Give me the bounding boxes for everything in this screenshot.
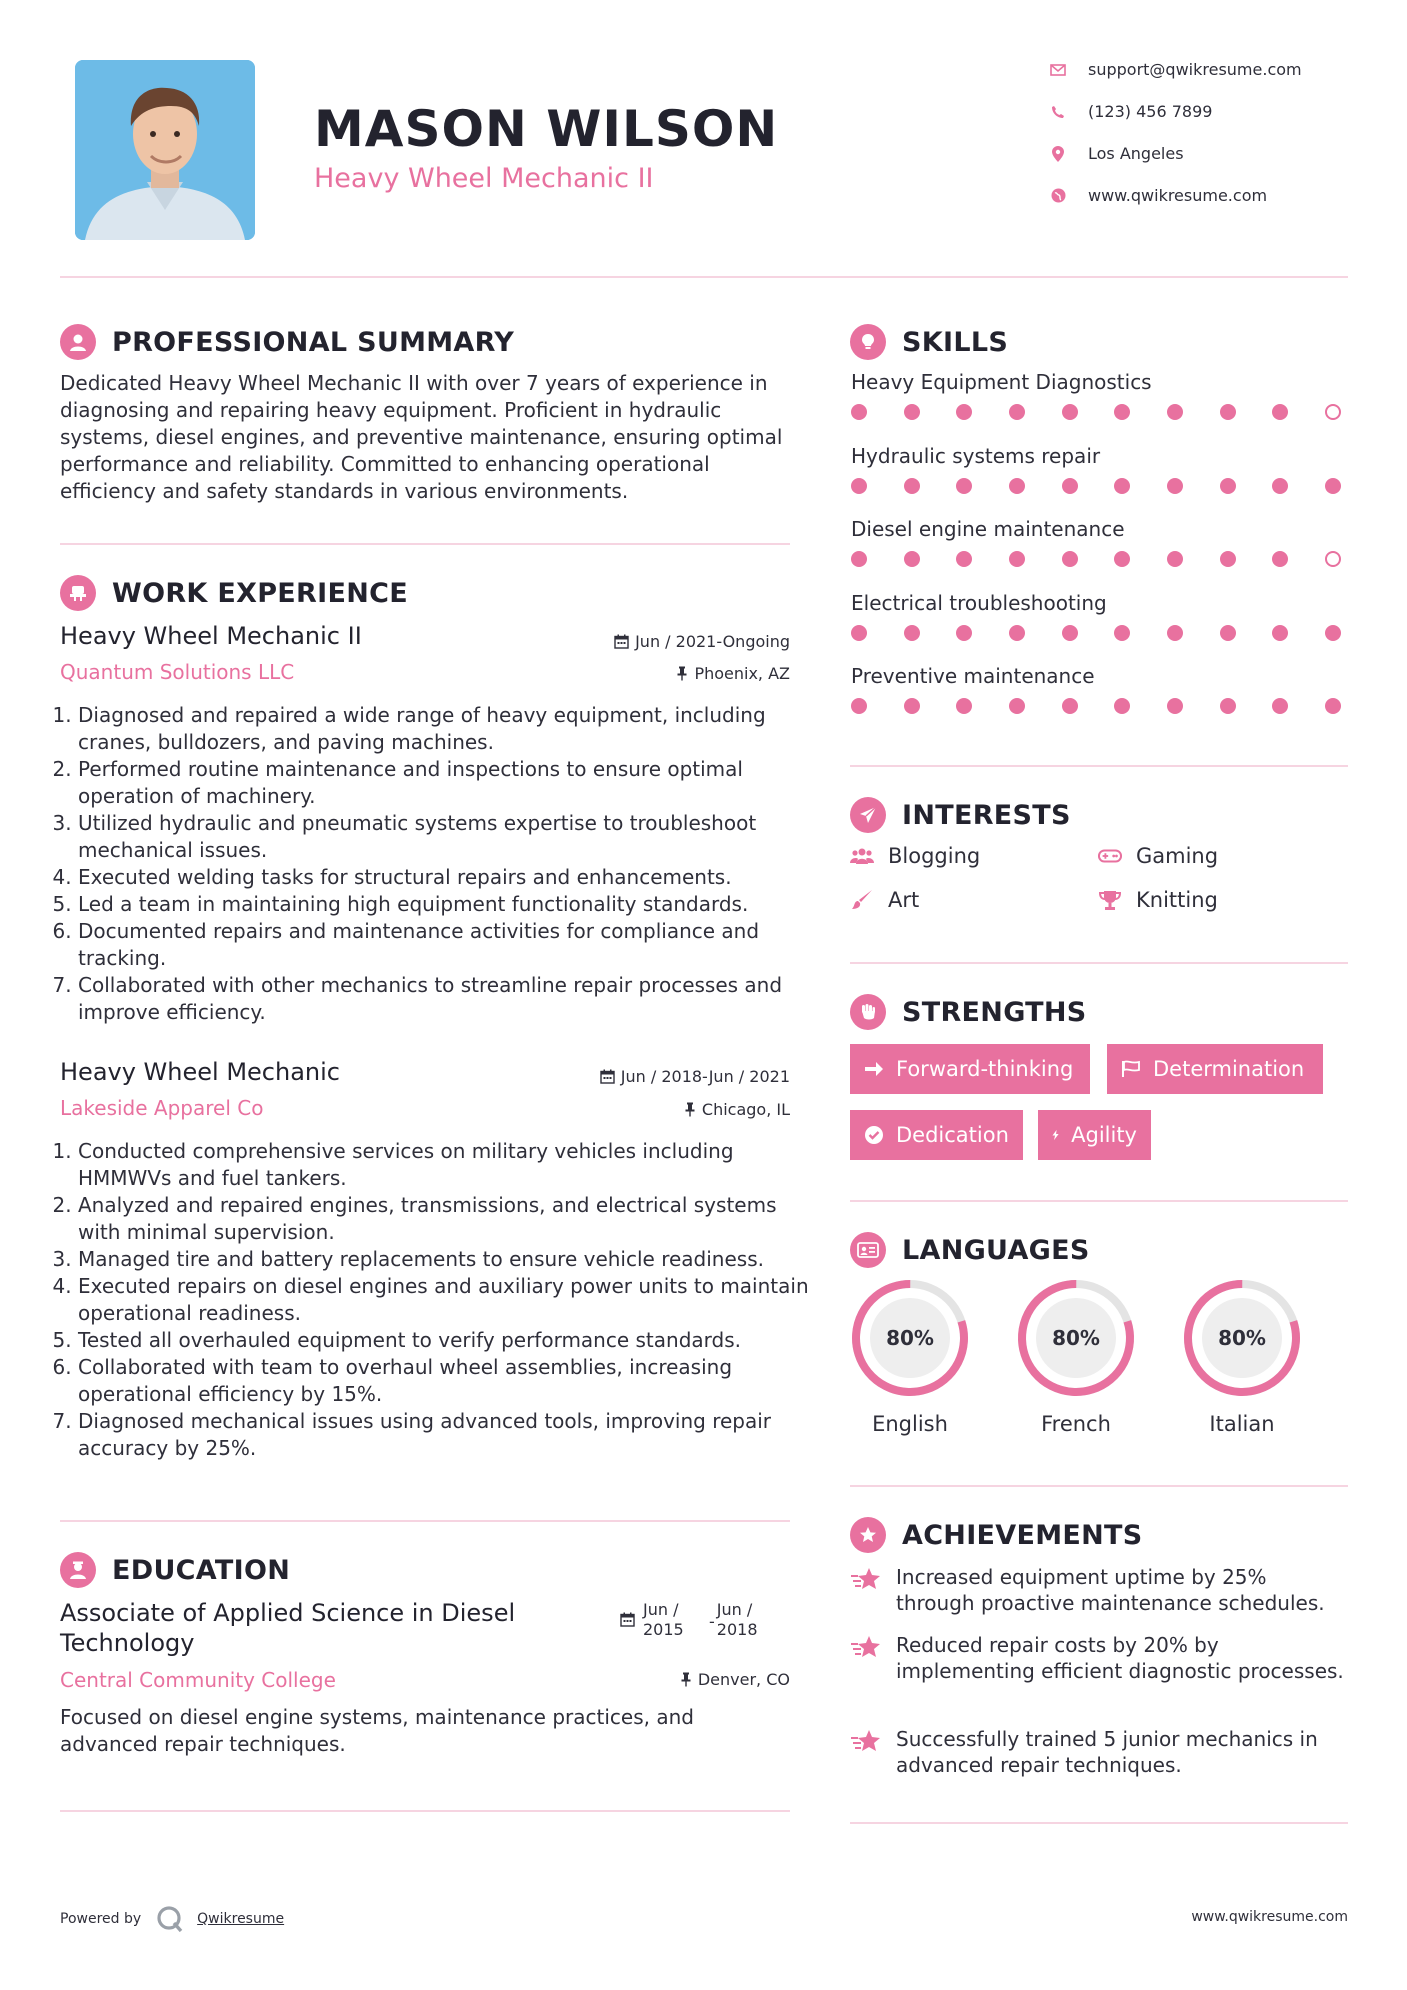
star-badge-icon [850, 1517, 886, 1553]
interest-label: Blogging [888, 844, 981, 868]
star-icon [850, 1632, 882, 1684]
education-heading [60, 1552, 290, 1588]
skill-dot-filled [1009, 698, 1025, 714]
skill-dot-filled [956, 478, 972, 494]
language-name: Italian [1209, 1412, 1275, 1436]
language-ring [850, 1278, 970, 1398]
skill-dot-filled [851, 551, 867, 567]
skill-dot-filled [1062, 478, 1078, 494]
skill-dot-filled [1272, 698, 1288, 714]
powered-by-text: Powered by [60, 1911, 142, 1927]
skill-row [851, 517, 1351, 591]
achievements-heading [850, 1517, 1143, 1553]
education-end-date: Jun / 2018 [716, 1600, 758, 1639]
skill-name: Preventive maintenance [851, 664, 1095, 688]
list-item: 4. Executed welding tasks for structural repairs and enhancements. [78, 864, 813, 891]
summary-title: PROFESSIONAL SUMMARY [112, 326, 515, 358]
skill-level-dots [851, 478, 1341, 494]
strength-label: Agility [1071, 1123, 1137, 1147]
skill-dot-filled [904, 404, 920, 420]
location-text: Los Angeles [1088, 144, 1184, 163]
skill-dot-filled [1220, 625, 1236, 641]
briefcase-icon [60, 575, 96, 611]
strength-badge [850, 1044, 1090, 1094]
education-school: Central Community College [60, 1668, 336, 1692]
list-item: 4. Executed repairs on diesel engines and auxiliary power units to maintain operational readiness. [78, 1273, 813, 1327]
calendar-icon [600, 1069, 615, 1084]
interest-label: Knitting [1136, 888, 1218, 912]
list-item: 1. Conducted comprehensive services on military vehicles including HMMWVs and fuel tankers. [78, 1138, 813, 1192]
education-start-date: Jun / 2015 [643, 1600, 684, 1639]
interests-title: INTERESTS [902, 799, 1071, 831]
education-date [620, 1600, 769, 1640]
graduate-icon [60, 1552, 96, 1588]
skill-row [851, 664, 1351, 738]
interest-item [850, 844, 980, 868]
achievement-text: Successfully trained 5 junior mechanics in advanced repair techniques. [896, 1727, 1318, 1777]
skill-dot-filled [1062, 698, 1078, 714]
skill-dot-filled [1167, 698, 1183, 714]
education-date-separator: - [709, 1612, 715, 1631]
skill-dot-filled [904, 698, 920, 714]
strength-label: Dedication [896, 1123, 1009, 1147]
list-item: 3. Utilized hydraulic and pneumatic systems expertise to troubleshoot mechanical issues. [78, 810, 813, 864]
skill-level-dots [851, 551, 1341, 567]
skill-dot-filled [1114, 625, 1130, 641]
skill-dot-filled [1009, 551, 1025, 567]
interest-item [850, 888, 919, 912]
education-divider [60, 1810, 790, 1812]
interest-label: Art [888, 888, 920, 912]
interests-divider [850, 962, 1348, 964]
job-title: Heavy Wheel Mechanic II [60, 622, 362, 650]
job-location-text: Chicago, IL [701, 1100, 790, 1119]
job-company: Lakeside Apparel Co [60, 1096, 264, 1120]
interest-item [1098, 844, 1218, 868]
skill-dot-empty [1325, 404, 1341, 420]
flag-icon [1121, 1060, 1141, 1078]
strength-badge [1038, 1110, 1151, 1160]
check-circle-icon [864, 1125, 884, 1145]
skill-dot-filled [1272, 404, 1288, 420]
language-ring [1016, 1278, 1136, 1398]
language-name: English [872, 1412, 948, 1436]
skill-dot-filled [851, 625, 867, 641]
language-percent: 80% [1218, 1326, 1266, 1350]
avatar [75, 60, 255, 240]
lightbulb-icon [850, 324, 886, 360]
skill-row [851, 370, 1351, 444]
achievement-text: Reduced repair costs by 20% by implementing efficient diagnostic processes. [896, 1633, 1344, 1683]
list-item: 6. Collaborated with team to overhaul wheel assemblies, increasing operational efficiency by 15%. [78, 1354, 813, 1408]
list-item: 2. Performed routine maintenance and inspections to ensure optimal operation of machinery. [78, 756, 813, 810]
list-item: 1. Diagnosed and repaired a wide range of heavy equipment, including cranes, bulldozers, and paving machines. [78, 702, 813, 756]
phone-icon [1050, 104, 1066, 120]
language-item [996, 1278, 1156, 1436]
job-company: Quantum Solutions LLC [60, 660, 295, 684]
achievement-item [850, 1726, 1350, 1778]
skill-dot-filled [851, 698, 867, 714]
star-icon [850, 1564, 882, 1616]
skills-heading [850, 324, 1008, 360]
job-location [684, 1100, 790, 1119]
footer-branding [60, 1904, 284, 1934]
strengths-divider [850, 1200, 1348, 1202]
calendar-icon [620, 1612, 635, 1627]
job-duties-list [60, 702, 813, 1026]
education-title: EDUCATION [112, 1554, 291, 1586]
achievement-text: Increased equipment uptime by 25% through proactive maintenance schedules. [896, 1565, 1325, 1615]
achievements-title: ACHIEVEMENTS [902, 1519, 1143, 1551]
summary-text: Dedicated Heavy Wheel Mechanic II with over 7 years of experience in diagnosing and repairing heavy equipment. Proficient in hydraulic systems, diesel engines, and preventive maintenance, ensuring optimal performance and reliability. Committed to enhancing operational efficiency and safety standards in various environments. [60, 371, 783, 503]
skill-level-dots [851, 625, 1341, 641]
skill-dot-filled [1272, 625, 1288, 641]
qwikresume-logo-icon [155, 1904, 185, 1934]
profile-photo [75, 60, 255, 240]
skill-dot-filled [1325, 625, 1341, 641]
job-duties-list [60, 1138, 813, 1462]
skill-dot-filled [1220, 404, 1236, 420]
skill-dot-filled [956, 625, 972, 641]
job-location [676, 664, 790, 683]
interest-label: Gaming [1136, 844, 1219, 868]
list-item: 3. Managed tire and battery replacements to ensure vehicle readiness. [78, 1246, 813, 1273]
skill-dot-filled [904, 551, 920, 567]
pushpin-icon [680, 1672, 692, 1687]
achievements-divider [850, 1822, 1348, 1824]
skill-dot-filled [1325, 478, 1341, 494]
brand-link[interactable]: Qwikresume [197, 1911, 285, 1927]
skill-dot-filled [1062, 551, 1078, 567]
summary-heading [60, 324, 514, 360]
language-percent: 80% [886, 1326, 934, 1350]
list-item: 7. Diagnosed mechanical issues using advanced tools, improving repair accuracy by 25%. [78, 1408, 813, 1462]
website-text: www.qwikresume.com [1088, 186, 1268, 205]
skill-name: Hydraulic systems repair [851, 443, 1101, 468]
skill-dot-filled [1220, 478, 1236, 494]
interest-item [1098, 888, 1218, 912]
languages-heading [850, 1232, 1090, 1268]
skill-dot-filled [1167, 625, 1183, 641]
header-divider [60, 276, 1348, 278]
skill-level-dots [851, 404, 1341, 420]
id-card-icon [850, 1232, 886, 1268]
contact-phone[interactable] [1050, 102, 1350, 121]
contact-location [1050, 144, 1350, 163]
strengths-heading [850, 994, 1087, 1030]
skill-dot-filled [1220, 698, 1236, 714]
phone-text: (123) 456 7899 [1088, 102, 1213, 121]
language-name: French [1041, 1412, 1111, 1436]
job-title: Heavy Wheel Mechanic [60, 1058, 340, 1086]
star-icon [850, 1726, 882, 1778]
candidate-role: Heavy Wheel Mechanic II [314, 163, 654, 194]
skill-name: Electrical troubleshooting [851, 590, 1107, 615]
list-item: 5. Tested all overhauled equipment to verify performance standards. [78, 1327, 813, 1354]
skill-dot-filled [1167, 404, 1183, 420]
envelope-icon [1050, 62, 1066, 78]
skill-dot-filled [904, 625, 920, 641]
interests-heading [850, 797, 1071, 833]
strength-label: Determination [1153, 1057, 1305, 1081]
email-text: support@qwikresume.com [1088, 60, 1302, 79]
education-text: Focused on diesel engine systems, maintenance practices, and advanced repair techniques. [60, 1705, 694, 1756]
education-location [680, 1670, 790, 1689]
gamepad-icon [1098, 844, 1122, 868]
language-item [1162, 1278, 1322, 1436]
skill-dot-filled [904, 478, 920, 494]
job-date [600, 1067, 790, 1086]
strength-badge [850, 1110, 1023, 1160]
trophy-icon [1098, 888, 1122, 912]
skill-name: Heavy Equipment Diagnostics [851, 370, 1152, 394]
strength-label: Forward-thinking [896, 1057, 1074, 1081]
skill-dot-filled [956, 698, 972, 714]
contact-email[interactable] [1050, 60, 1350, 79]
skill-dot-filled [956, 551, 972, 567]
language-ring [1182, 1278, 1302, 1398]
bolt-icon [1052, 1124, 1059, 1146]
skill-level-dots [851, 698, 1341, 714]
contact-website[interactable] [1050, 186, 1350, 205]
calendar-icon [614, 634, 629, 649]
job-location-text: Phoenix, AZ [694, 664, 790, 683]
language-percent: 80% [1052, 1326, 1100, 1350]
skill-dot-filled [1009, 625, 1025, 641]
skill-dot-filled [1114, 478, 1130, 494]
skill-name: Diesel engine maintenance [851, 517, 1125, 541]
skills-divider [850, 765, 1348, 767]
skill-dot-filled [851, 478, 867, 494]
skill-dot-filled [1114, 698, 1130, 714]
users-icon [850, 844, 874, 868]
education-degree: Associate of Applied Science in Diesel Technology [60, 1599, 516, 1657]
job-date-text: Jun / 2021-Ongoing [635, 632, 790, 651]
education-location-text: Denver, CO [697, 1670, 790, 1689]
pushpin-icon [676, 666, 688, 681]
map-marker-icon [1050, 146, 1066, 162]
arrow-right-icon [864, 1060, 884, 1078]
job-date [614, 632, 790, 651]
skill-dot-filled [1325, 698, 1341, 714]
skill-row [851, 444, 1351, 518]
experience-title: WORK EXPERIENCE [112, 577, 408, 609]
candidate-name: MASON WILSON [314, 100, 779, 158]
pushpin-icon [684, 1102, 696, 1117]
skill-dot-filled [1220, 551, 1236, 567]
skills-title: SKILLS [902, 326, 1009, 358]
experience-divider [60, 1520, 790, 1522]
paintbrush-icon [850, 888, 874, 912]
skill-dot-filled [851, 404, 867, 420]
strength-badge [1107, 1044, 1323, 1094]
experience-heading [60, 575, 408, 611]
list-item: 2. Analyzed and repaired engines, transmissions, and electrical systems with minimal supervision. [78, 1192, 813, 1246]
job-date-text: Jun / 2018-Jun / 2021 [620, 1067, 790, 1086]
summary-divider [60, 543, 790, 545]
fist-icon [850, 994, 886, 1030]
skill-dot-filled [1167, 551, 1183, 567]
skills-list [851, 370, 1351, 738]
list-item: 6. Documented repairs and maintenance activities for compliance and tracking. [78, 918, 813, 972]
skill-dot-filled [1114, 551, 1130, 567]
skill-dot-filled [1009, 404, 1025, 420]
list-item: 5. Led a team in maintaining high equipment functionality standards. [78, 891, 813, 918]
strengths-title: STRENGTHS [902, 996, 1087, 1028]
skill-dot-filled [1114, 404, 1130, 420]
skill-dot-filled [1272, 478, 1288, 494]
skill-dot-filled [1272, 551, 1288, 567]
language-item [830, 1278, 990, 1436]
skill-row [851, 591, 1351, 665]
achievement-item [850, 1632, 1350, 1684]
footer-website[interactable]: www.qwikresume.com [1191, 1909, 1348, 1925]
skill-dot-filled [1009, 478, 1025, 494]
skill-dot-filled [956, 404, 972, 420]
user-icon [60, 324, 96, 360]
skill-dot-empty [1325, 551, 1341, 567]
skill-dot-filled [1167, 478, 1183, 494]
languages-title: LANGUAGES [902, 1234, 1090, 1266]
skill-dot-filled [1062, 404, 1078, 420]
skill-dot-filled [1062, 625, 1078, 641]
list-item: 7. Collaborated with other mechanics to streamline repair processes and improve efficiency. [78, 972, 813, 1026]
languages-divider [850, 1485, 1348, 1487]
achievement-item [850, 1564, 1350, 1616]
paper-plane-icon [850, 797, 886, 833]
globe-icon [1050, 188, 1066, 204]
